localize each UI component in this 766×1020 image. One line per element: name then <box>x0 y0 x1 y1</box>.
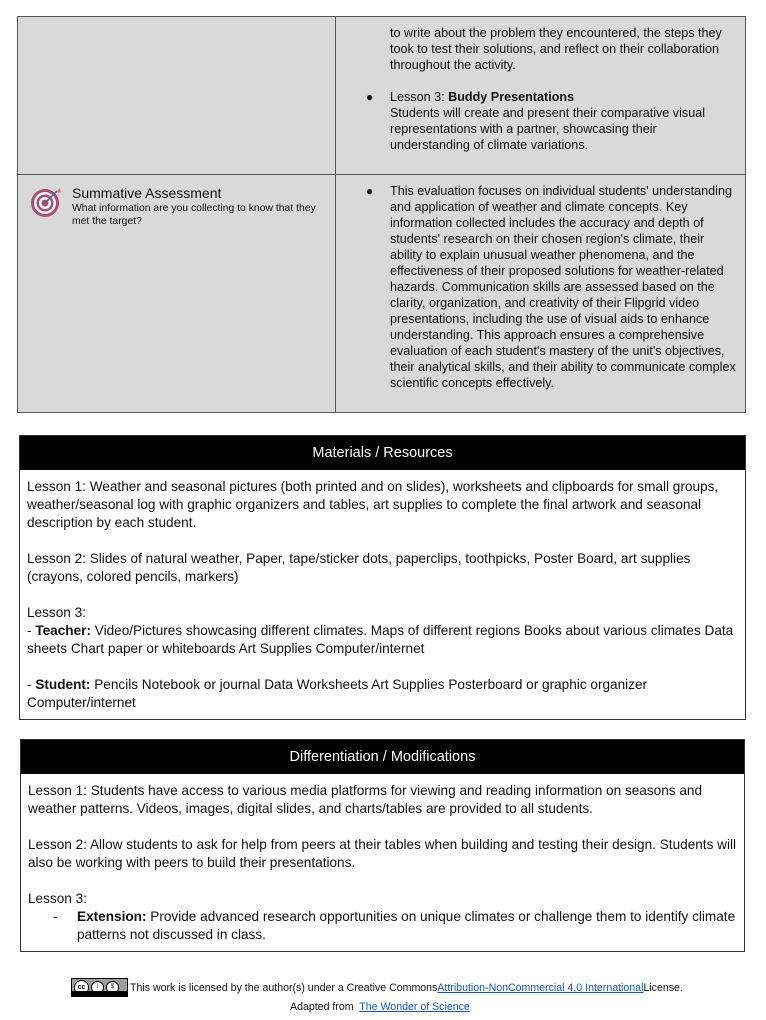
assessment-subtitle: What information are you collecting to know that they met the target? <box>72 203 316 227</box>
materials-lesson2: Lesson 2: Slides of natural weather, Paper, tape/sticker dots, paperclips, toothpicks, Poster Board, art supplies (crayons, colored pencils, markers) <box>27 551 691 584</box>
adapted-prefix: Adapted from <box>290 1001 360 1013</box>
extension-label: Extension: <box>77 909 147 924</box>
student-text: Pencils Notebook or journal Data Worksheets Art Supplies Posterboard or graphic organizer Computer/internet <box>27 677 648 710</box>
adapted-link[interactable]: The Wonder of Science <box>359 1001 470 1013</box>
student-label: Student: <box>35 677 91 692</box>
adapted-line <box>290 1001 470 1013</box>
license-link[interactable]: Attribution-NonCommercial 4.0 International <box>437 981 644 994</box>
materials-lesson1: Lesson 1: Weather and seasonal pictures (both printed and on slides), worksheets and clipboards for small groups, weather/seasonal log with graphic organizers and tables, art supplies to complete the final artwork and seasonal description by each student. <box>27 479 719 530</box>
lesson3-description: Students will create and present their comparative visual representations with a partner, showcasing their understanding of climate variations. <box>390 106 706 152</box>
differentiation-lesson1: Lesson 1: Students have access to various media platforms for viewing and reading information on seasons and weather patterns. Videos, images, digital slides, and charts/tables are provided to all students. <box>28 783 703 816</box>
differentiation-lesson3: Lesson 3: <box>28 891 87 906</box>
table-row <box>18 175 746 413</box>
differentiation-lesson2: Lesson 2: Allow students to ask for help from peers at their tables when building and testing their design. Students will also be working with peers to build their presentations. <box>28 837 737 870</box>
teacher-label: Teacher: <box>35 623 91 638</box>
differentiation-section <box>20 739 745 952</box>
assessment-table <box>17 16 746 413</box>
license-line <box>71 978 683 997</box>
target-icon <box>30 186 62 218</box>
extension-item <box>28 908 737 944</box>
evaluation-text: This evaluation focuses on individual students' understanding and application of weather and climate concepts. Key information collected includes the accuracy and depth of students' research on their chosen region's climate, their ability to explain unusual weather phenomena, and the effectiveness of their proposed solutions for weather-related hazards. Communication skills are assessed based on the clarity, organization, and creativity of their Flipgrid video presentations, including the use of visual aids to enhance understanding. This approach ensures a comprehensive evaluation of each student's mastery of the unit's objectives, their analytical skills, and their ability to communicate complex scientific concepts effectively. <box>390 184 736 390</box>
materials-lesson3: Lesson 3: <box>27 605 86 620</box>
materials-heading: Materials / Resources <box>20 436 745 470</box>
materials-student: - Student: Pencils Notebook or journal Data Worksheets Art Supplies Posterboard or graphic organizer Computer/internet <box>27 677 648 710</box>
extension-text: Provide advanced research opportunities on unique climates or challenge them to identify climate patterns not discussed in class. <box>77 909 736 942</box>
differentiation-heading: Differentiation / Modifications <box>21 740 744 774</box>
materials-section <box>19 435 746 720</box>
table-cell-assessment-text <box>336 175 746 413</box>
bullet-item-evaluation <box>366 183 737 391</box>
dash-marker: - <box>53 909 58 924</box>
lesson3-title: Buddy Presentations <box>448 90 575 104</box>
materials-teacher: - Teacher: Video/Pictures showcasing different climates. Maps of different regions Books about various climates Data sheets Chart paper or whiteboards Art Supplies Computer/internet <box>27 623 734 656</box>
table-row <box>18 17 746 175</box>
table-cell-lessons <box>336 17 746 175</box>
license-suffix: License. <box>643 981 683 994</box>
teacher-text: Video/Pictures showcasing different climates. Maps of different regions Books about various climates Data sheets Chart paper or whiteboards Art Supplies Computer/internet <box>27 623 734 656</box>
bullet-icon: ● <box>366 90 374 104</box>
lesson3-prefix: Lesson 3: <box>390 90 449 104</box>
table-cell-empty <box>18 17 336 175</box>
table-cell-assessment-label <box>18 175 336 413</box>
license-prefix: This work is licensed by the author(s) under a Creative Commons <box>130 981 438 994</box>
bullet-item-lesson3 <box>366 89 737 153</box>
assessment-title: Summative Assessment <box>72 185 222 201</box>
bullet-icon: ● <box>366 184 374 198</box>
continued-text: to write about the problem they encountered, the steps they took to test their solutions, and reflect on their collaboration throughout the activity. <box>390 26 722 72</box>
cc-by-nc-badge-icon[interactable]: cc i $ <box>71 978 128 997</box>
